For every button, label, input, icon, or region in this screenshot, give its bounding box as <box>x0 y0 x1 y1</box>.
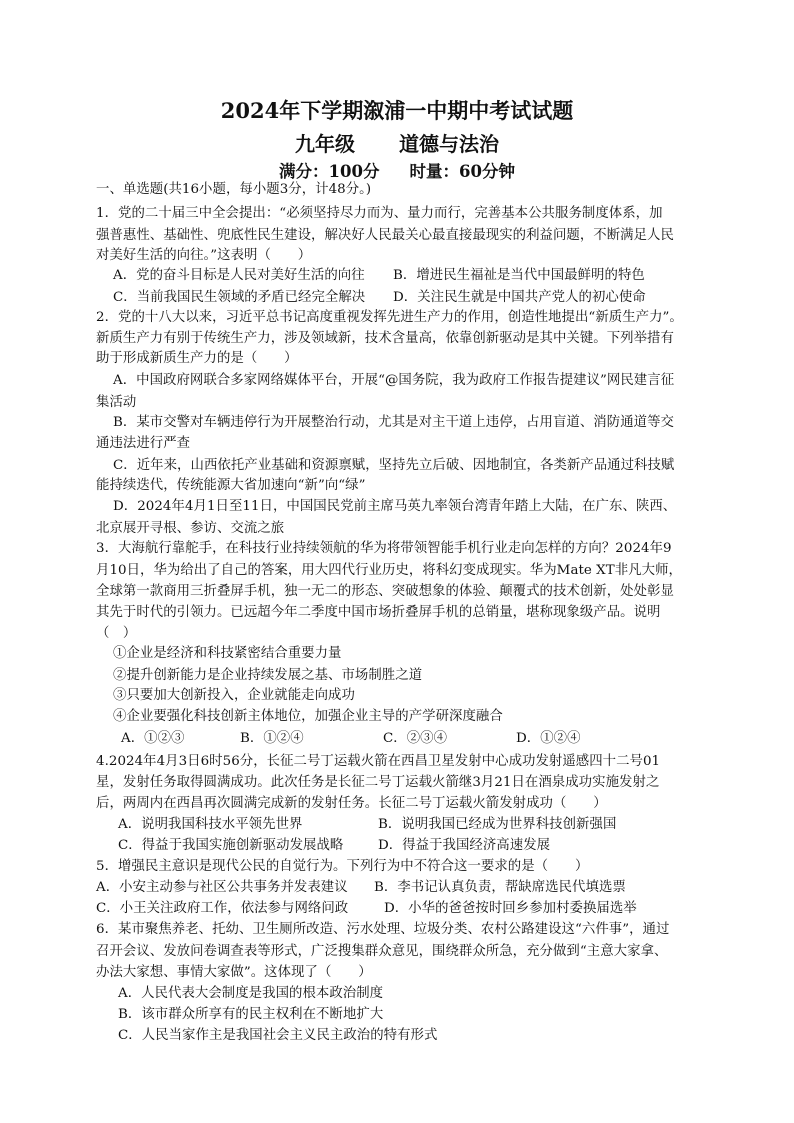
q6-stem-line: 办法大家想、事情大家做”。这体现了（ ） <box>96 965 372 980</box>
q1-option-a: A．党的奋斗目标是人民对美好生活的向往 <box>113 268 365 283</box>
q2-option-c-cont: 能持续迭代，传统能源大省加速向“新”向“绿” <box>96 478 366 493</box>
q2-stem-line: 新质生产力有别于传统生产力，涉及领域新，技术含量高，依靠创新驱动是其中关键。下列举措有 <box>96 331 674 346</box>
q5-option-b: B．李书记认真负责，帮缺席选民代填选票 <box>374 880 626 895</box>
q5-option-d: D．小华的爸爸按时回乡参加村委换届选举 <box>384 901 637 916</box>
q3-item-3: ③只要加大创新投入，企业就能走向成功 <box>113 688 355 703</box>
q3-item-2: ②提升创新能力是企业持续发展之基、市场制胜之道 <box>113 668 423 683</box>
q3-item-4: ④企业要强化科技创新主体地位，加强企业主导的产学研深度融合 <box>113 709 503 724</box>
subject-label: 道德与法治 <box>399 132 499 156</box>
q5-stem-line: 5．增强民主意识是现代公民的自觉行为。下列行为中不符合这一要求的是（ ） <box>96 859 589 874</box>
q3-stem-line: 3．大海航行靠舵手，在科技行业持续领航的华为将带领智能手机行业走向怎样的方向？2024年9 <box>96 541 672 556</box>
q4-option-b: B．说明我国已经成为世界科技创新强国 <box>378 817 617 832</box>
q6-stem-line: 召开会议、发放问卷调查表等形式，广泛搜集群众意见，围绕群众所急，充分做到“主意大家拿、 <box>96 944 668 959</box>
q4-option-c: C．得益于我国实施创新驱动发展战略 <box>118 838 344 853</box>
q3-option-c: C．②③④ <box>383 731 448 746</box>
section-heading: 一、单选题(共16小题，每小题3分，计48分。) <box>96 182 372 197</box>
q6-stem-line: 6．某市聚焦养老、托幼、卫生厕所改造、污水处理、垃圾分类、农村公路建设这“六件事”，通过 <box>96 922 670 937</box>
q4-stem-line: 后，两周内在西昌再次圆满完成新的发射任务。长征二号丁运载火箭发射成功（ ） <box>96 796 607 811</box>
q2-option-c: C．近年来，山西依托产业基础和资源禀赋，坚持先立后破、因地制宜，各类新产品通过科技赋 <box>113 458 675 473</box>
q1-option-c: C．当前我国民生领域的矛盾已经完全解决 <box>113 290 366 305</box>
q1-stem-line: 1．党的二十届三中全会提出：“必须坚持尽力而为、量力而行，完善基本公共服务制度体系，加 <box>96 206 663 221</box>
q2-option-a: A．中国政府网联合多家网络媒体平台，开展“@国务院，我为政府工作报告提建议”网民建言征 <box>113 373 675 388</box>
q3-stem-line: 其先于时代的引领力。已远超今年二季度中国市场折叠屏手机的总销量，堪称现象级产品。说明 <box>96 605 661 620</box>
q3-item-1: ①企业是经济和科技紧密结合重要力量 <box>113 646 342 661</box>
q3-stem-line: 月10日，华为给出了自己的答案，用大四代行业历史，将科幻变成现实。华为Mate XT非凡大师， <box>96 563 682 578</box>
time-limit: 时量：60分钟 <box>409 162 515 181</box>
q3-option-b: B．①②④ <box>240 731 304 746</box>
exam-meta <box>0 158 794 182</box>
q5-option-a: A．小安主动参与社区公共事务并发表建议 <box>96 880 348 895</box>
q1-stem-line: 强普惠性、基础性、兜底性民生建设，解决好人民最关心最直接最现实的利益问题，不断满足人民 <box>96 228 674 243</box>
exam-subtitle <box>0 128 794 157</box>
q2-option-d: D．2024年4月1日至11日，中国国民党前主席马英九率领台湾青年踏上大陆，在广东、陕西、 <box>113 499 677 514</box>
q2-option-b-cont: 通违法进行严查 <box>96 436 191 451</box>
q3-option-a: A．①②③ <box>121 731 185 746</box>
q2-stem-line: 2．党的十八大以来，习近平总书记高度重视发挥先进生产力的作用，创造性地提出“新质生产力”。 <box>96 310 683 325</box>
q2-option-a-cont: 集活动 <box>96 395 137 410</box>
q2-stem-line: 助于形成新质生产力的是（ ） <box>96 351 298 366</box>
q6-option-a: A．人民代表大会制度是我国的根本政治制度 <box>118 986 384 1001</box>
q3-option-d: D．①②④ <box>516 731 581 746</box>
q4-stem-line: 4.2024年4月3日6时56分，长征二号丁运载火箭在西昌卫星发射中心成功发射遥感四十二号01 <box>96 754 661 769</box>
q1-stem-line: 对美好生活的向往。”这表明（ ） <box>96 248 312 263</box>
q2-option-b: B．某市交警对车辆违停行为开展整治行动，尤其是对主干道上违停，占用盲道、消防通道等交 <box>113 415 674 430</box>
exam-title: 2024年下学期溆浦一中期中考试试题 <box>220 98 574 123</box>
q2-option-d-cont: 北京展开寻根、参访、交流之旅 <box>96 521 285 536</box>
q3-stem-line: （ ） <box>96 626 137 641</box>
q5-option-c: C．小王关注政府工作，依法参与网络问政 <box>96 901 349 916</box>
q4-option-d: D．得益于我国经济高速发展 <box>378 838 551 853</box>
q6-option-c: C．人民当家作主是我国社会主义民主政治的特有形式 <box>118 1028 438 1043</box>
grade-label: 九年级 <box>295 132 355 156</box>
q3-stem-line: 全球第一款商用三折叠屏手机，独一无二的形态、突破想象的体验、颠覆式的技术创新，处处彰显 <box>96 584 674 599</box>
q1-option-b: B．增进民生福祉是当代中国最鲜明的特色 <box>393 268 645 283</box>
q4-option-a: A．说明我国科技水平领先世界 <box>118 817 303 832</box>
q6-option-b: B．该市群众所享有的民主权利在不断地扩大 <box>118 1007 384 1022</box>
q1-option-d: D．关注民生就是中国共产党人的初心使命 <box>393 290 646 305</box>
full-score: 满分：100分 <box>279 162 380 181</box>
q4-stem-line: 星，发射任务取得圆满成功。此次任务是长征二号丁运载火箭继3月21日在酒泉成功实施发射之 <box>96 775 660 790</box>
